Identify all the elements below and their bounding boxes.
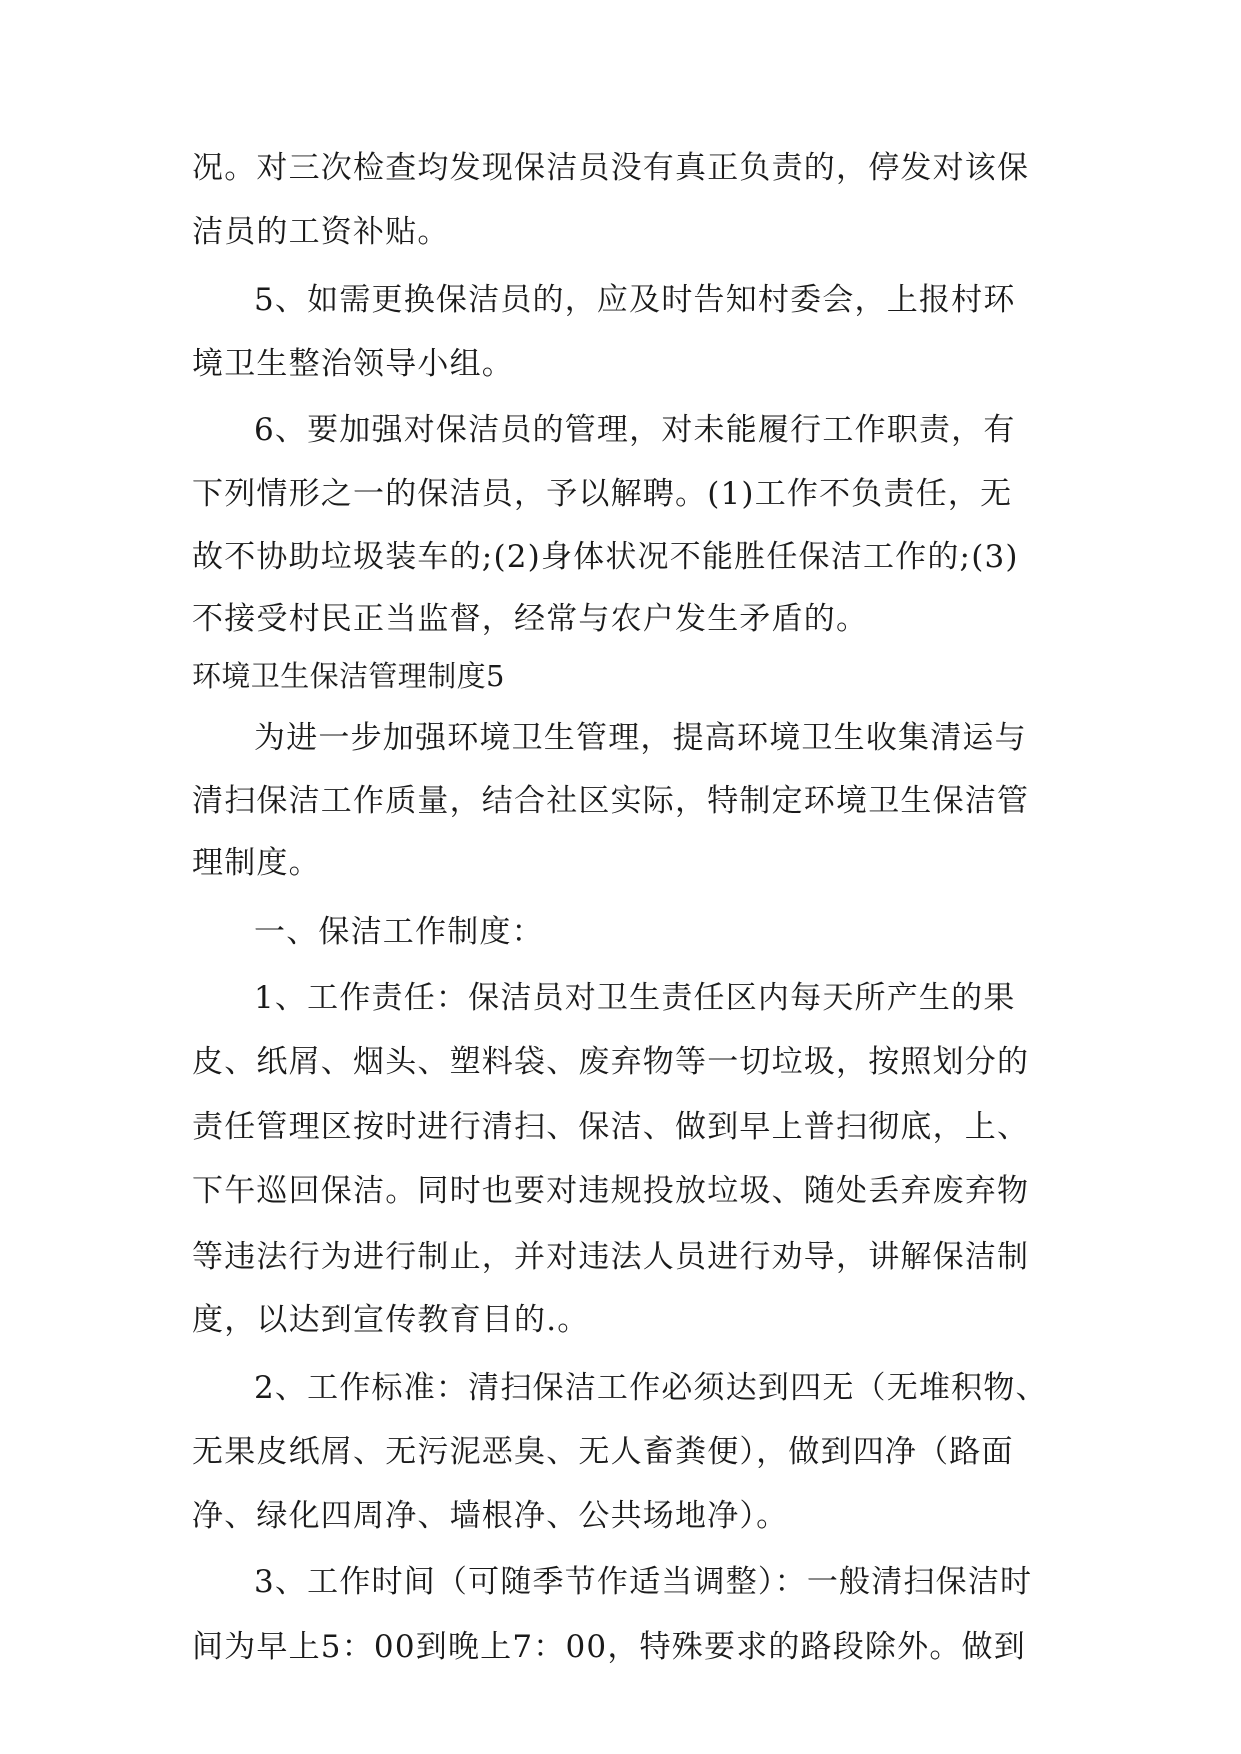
text-line: 理制度。 — [192, 845, 321, 881]
text-line: 间为早上5：00到晚上7：00，特殊要求的路段除外。做到 — [192, 1629, 1026, 1665]
text-line: 况。对三次检查均发现保洁员没有真正负责的，停发对该保 — [192, 150, 1030, 186]
text-line: 下午巡回保洁。同时也要对违规投放垃圾、随处丢弃废弃物 — [192, 1173, 1030, 1209]
text-line: 故不协助垃圾装车的;(2)身体状况不能胜任保洁工作的;(3) — [192, 539, 1019, 575]
text-line: 净、绿化四周净、墙根净、公共场地净）。 — [192, 1498, 789, 1534]
text-line: 无果皮纸屑、无污泥恶臭、无人畜粪便），做到四净（路面 — [192, 1434, 1014, 1470]
text-line: 境卫生整治领导小组。 — [192, 346, 514, 382]
text-line: 一、保洁工作制度： — [254, 914, 544, 950]
text-line: 1、工作责任：保洁员对卫生责任区内每天所产生的果 — [254, 980, 1016, 1016]
section-heading: 环境卫生保洁管理制度5 — [192, 659, 505, 693]
text-line: 不接受村民正当监督，经常与农户发生矛盾的。 — [192, 601, 869, 637]
text-line: 责任管理区按时进行清扫、保洁、做到早上普扫彻底，上、 — [192, 1109, 1030, 1145]
text-line: 3、工作时间（可随季节作适当调整）：一般清扫保洁时 — [254, 1564, 1033, 1600]
text-line: 6、要加强对保洁员的管理，对未能履行工作职责，有 — [254, 412, 1016, 448]
text-line: 清扫保洁工作质量，结合社区实际，特制定环境卫生保洁管 — [192, 783, 1030, 819]
text-line: 皮、纸屑、烟头、塑料袋、废弃物等一切垃圾，按照划分的 — [192, 1044, 1030, 1080]
text-line: 2、工作标准：清扫保洁工作必须达到四无（无堆积物、 — [254, 1370, 1048, 1406]
text-line: 下列情形之一的保洁员，予以解聘。(1)工作不负责任，无 — [192, 476, 1013, 512]
text-line: 度，以达到宣传教育目的.。 — [192, 1302, 590, 1338]
text-line: 等违法行为进行制止，并对违法人员进行劝导，讲解保洁制 — [192, 1239, 1030, 1275]
text-line: 5、如需更换保洁员的，应及时告知村委会，上报村环 — [254, 282, 1016, 318]
text-line: 为进一步加强环境卫生管理，提高环境卫生收集清运与 — [254, 720, 1027, 756]
text-line: 洁员的工资补贴。 — [192, 214, 450, 250]
